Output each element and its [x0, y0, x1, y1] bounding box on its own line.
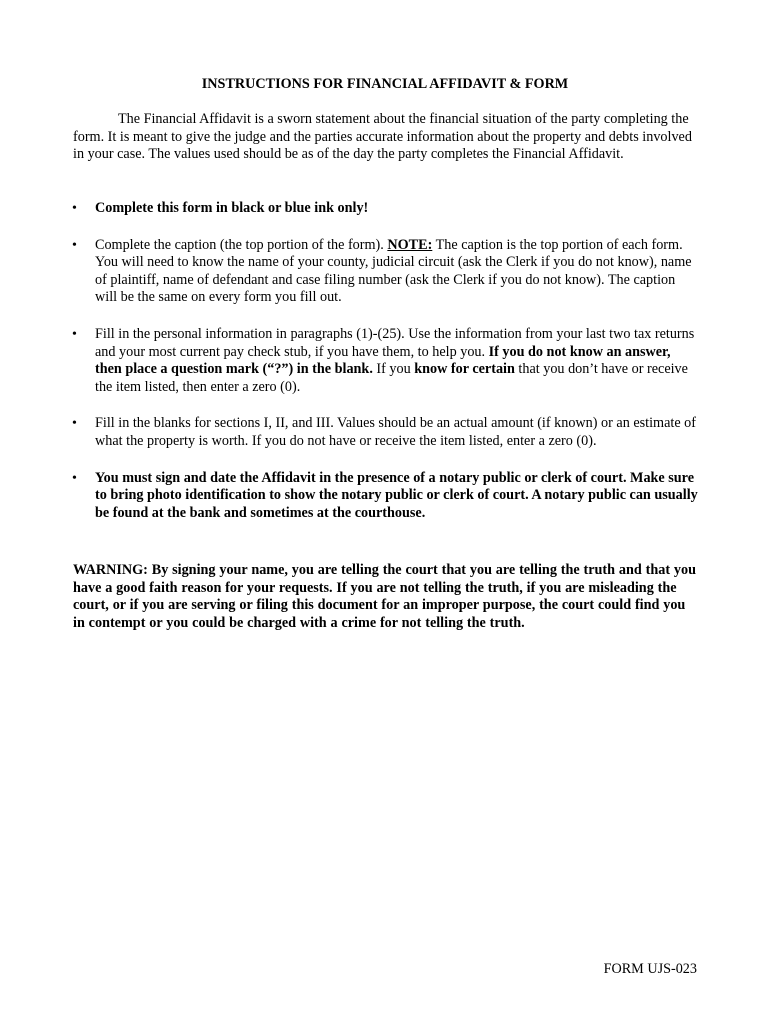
personal-info-bold-2: know for certain — [414, 361, 515, 378]
bullet-icon: • — [72, 201, 77, 216]
bullet-icon: • — [72, 416, 77, 432]
instruction-list — [0, 200, 770, 541]
caption-text-end: The caption is the top portion of each form. You will need to know the name of your county, judicial circuit (ask the Clerk if you do not know), name of plaintiff, name of defendant and case filing number (ask the Clerk if you do not know). The caption will be the same on every form you fill out. — [95, 236, 692, 306]
warning-paragraph: WARNING: By signing your name, you are telling the court that you are telling the truth and that you have a good faith reason for your requests. If you are not telling the truth, if you are misleading the court, or if you are serving or filing this document for an improper purpose, the court could find you in contempt or you could be charged with a crime for not telling the truth. — [73, 562, 696, 631]
personal-info-text-1: Fill in the personal information in paragraphs (1)-(25). Use the information from your last two tax returns and your most current pay check stub, if you have them, to help you. — [95, 325, 695, 360]
intro-paragraph: The Financial Affidavit is a sworn statement about the financial situation of the party completing the form. It is meant to give the judge and the parties accurate information about the property and debts involved in your case. The values used should be as of the day the party completes the Financial Affidavit. — [73, 111, 692, 163]
bullet-icon: • — [72, 237, 77, 253]
caption-text-start: Complete the caption (the top portion of the form). — [95, 236, 388, 253]
bullet-icon: • — [72, 470, 77, 486]
personal-info-text-3: that you don’t have or receive the item listed, then enter a zero (0). — [95, 361, 688, 395]
personal-info-bold-1: If you do not know an answer, then place a question mark (“?”) in the blank. — [95, 343, 671, 378]
list-item-personal-info — [0, 326, 700, 396]
ink-instruction-text: Complete this form in black or blue ink only! — [95, 200, 369, 216]
list-item-caption — [0, 237, 700, 307]
document-title: INSTRUCTIONS FOR FINANCIAL AFFIDAVIT & FORM — [201, 76, 569, 92]
list-item-ink — [0, 200, 700, 218]
bullet-icon: • — [72, 326, 77, 342]
sign-instruction-text: You must sign and date the Affidavit in the presence of a notary public or clerk of court. Make sure to bring photo identification to show the notary public or clerk of court. A notary public can usually be found at the bank and sometimes at the courthouse. — [95, 469, 698, 521]
list-item-sections — [0, 415, 700, 450]
list-item-sign — [0, 470, 700, 523]
note-label: NOTE: — [387, 236, 433, 253]
form-number: FORM UJS-023 — [603, 961, 697, 977]
personal-info-text-2: If you — [372, 361, 415, 378]
sections-text: Fill in the blanks for sections I, II, and III. Values should be an actual amount (if known) or an estimate of what the property is worth. If you do not have or receive the item listed, enter a zero (0). — [95, 415, 696, 449]
